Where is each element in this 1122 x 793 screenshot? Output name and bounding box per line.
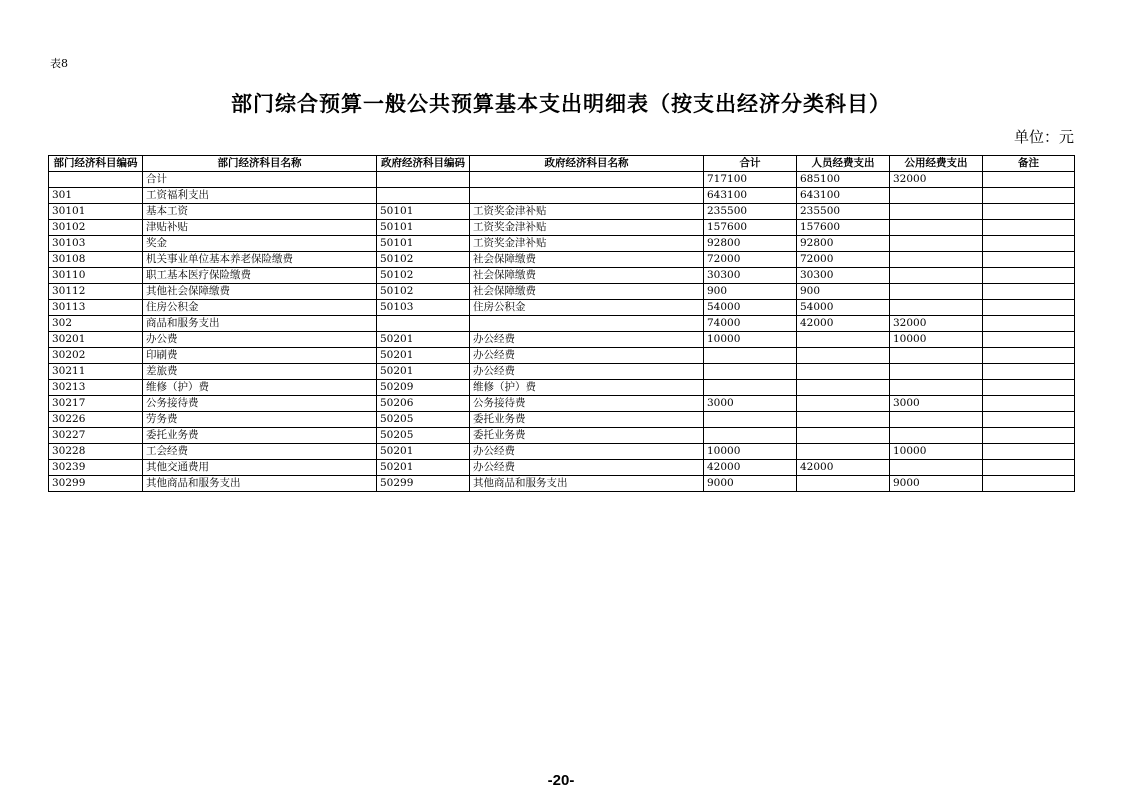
total-cell: 10000: [704, 332, 797, 348]
total-cell: 717100: [704, 172, 797, 188]
note-cell: [983, 220, 1075, 236]
gov-name-cell: 住房公积金: [470, 300, 704, 316]
dept-code-cell: 30202: [49, 348, 143, 364]
dept-code-cell: 30228: [49, 444, 143, 460]
dept-name-cell: 办公费: [143, 332, 377, 348]
dept-name-cell: 维修（护）费: [143, 380, 377, 396]
table-row: [49, 380, 1075, 396]
gov-name-cell: [470, 172, 704, 188]
public-cell: [890, 188, 983, 204]
personnel-cell: 92800: [797, 236, 890, 252]
table-number: 表8: [50, 57, 68, 70]
dept-name-cell: 机关事业单位基本养老保险缴费: [143, 252, 377, 268]
expenditure-detail-table: [48, 155, 1075, 492]
public-cell: [890, 460, 983, 476]
dept-code-cell: 30101: [49, 204, 143, 220]
dept-name-cell: 印刷费: [143, 348, 377, 364]
total-cell: 54000: [704, 300, 797, 316]
public-cell: [890, 364, 983, 380]
gov-code-cell: 50102: [377, 252, 470, 268]
personnel-cell: 685100: [797, 172, 890, 188]
note-cell: [983, 364, 1075, 380]
dept-name-cell: 工资福利支出: [143, 188, 377, 204]
public-cell: [890, 380, 983, 396]
public-cell: 32000: [890, 316, 983, 332]
public-cell: [890, 300, 983, 316]
personnel-cell: 235500: [797, 204, 890, 220]
dept-name-cell: 差旅费: [143, 364, 377, 380]
total-cell: [704, 428, 797, 444]
table-row: [49, 220, 1075, 236]
table-row: [49, 316, 1075, 332]
personnel-cell: [797, 396, 890, 412]
gov-name-cell: 办公经费: [470, 348, 704, 364]
note-cell: [983, 380, 1075, 396]
table-row: [49, 252, 1075, 268]
total-cell: 157600: [704, 220, 797, 236]
public-cell: [890, 428, 983, 444]
table-row: [49, 460, 1075, 476]
personnel-cell: 900: [797, 284, 890, 300]
table-row: [49, 428, 1075, 444]
public-cell: 10000: [890, 332, 983, 348]
table-row: [49, 188, 1075, 204]
dept-name-cell: 工会经费: [143, 444, 377, 460]
note-cell: [983, 460, 1075, 476]
gov-code-cell: 50102: [377, 268, 470, 284]
dept-code-cell: [49, 172, 143, 188]
note-cell: [983, 284, 1075, 300]
gov-code-cell: 50299: [377, 476, 470, 492]
gov-code-cell: 50103: [377, 300, 470, 316]
personnel-cell: 42000: [797, 460, 890, 476]
personnel-cell: [797, 476, 890, 492]
note-cell: [983, 332, 1075, 348]
personnel-cell: 643100: [797, 188, 890, 204]
unit-label: 单位：元: [1013, 128, 1074, 146]
gov-code-cell: 50101: [377, 204, 470, 220]
column-header-dept-name: 部门经济科目名称: [143, 156, 377, 172]
gov-name-cell: 办公经费: [470, 332, 704, 348]
note-cell: [983, 252, 1075, 268]
personnel-cell: 72000: [797, 252, 890, 268]
note-cell: [983, 316, 1075, 332]
dept-code-cell: 30102: [49, 220, 143, 236]
gov-code-cell: 50201: [377, 460, 470, 476]
dept-code-cell: 301: [49, 188, 143, 204]
gov-name-cell: [470, 316, 704, 332]
column-header-dept-code: 部门经济科目编码: [49, 156, 143, 172]
total-cell: 900: [704, 284, 797, 300]
gov-name-cell: 工资奖金津补贴: [470, 204, 704, 220]
table-row: [49, 364, 1075, 380]
dept-name-cell: 委托业务费: [143, 428, 377, 444]
dept-code-cell: 30110: [49, 268, 143, 284]
table-row: [49, 268, 1075, 284]
dept-code-cell: 30226: [49, 412, 143, 428]
note-cell: [983, 172, 1075, 188]
column-header-public: 公用经费支出: [890, 156, 983, 172]
total-cell: 3000: [704, 396, 797, 412]
gov-code-cell: [377, 172, 470, 188]
note-cell: [983, 236, 1075, 252]
note-cell: [983, 396, 1075, 412]
gov-code-cell: 50201: [377, 364, 470, 380]
gov-name-cell: 维修（护）费: [470, 380, 704, 396]
gov-name-cell: 办公经费: [470, 444, 704, 460]
column-header-gov-code: 政府经济科目编码: [377, 156, 470, 172]
gov-code-cell: 50101: [377, 220, 470, 236]
column-header-note: 备注: [983, 156, 1075, 172]
personnel-cell: [797, 348, 890, 364]
dept-name-cell: 其他交通费用: [143, 460, 377, 476]
total-cell: 42000: [704, 460, 797, 476]
dept-code-cell: 30103: [49, 236, 143, 252]
gov-name-cell: 社会保障缴费: [470, 268, 704, 284]
personnel-cell: 42000: [797, 316, 890, 332]
dept-name-cell: 商品和服务支出: [143, 316, 377, 332]
gov-name-cell: 公务接待费: [470, 396, 704, 412]
column-header-personnel: 人员经费支出: [797, 156, 890, 172]
table-row: [49, 284, 1075, 300]
total-cell: [704, 348, 797, 364]
public-cell: 32000: [890, 172, 983, 188]
note-cell: [983, 300, 1075, 316]
note-cell: [983, 428, 1075, 444]
dept-code-cell: 30239: [49, 460, 143, 476]
table-row: [49, 396, 1075, 412]
note-cell: [983, 412, 1075, 428]
column-header-total: 合计: [704, 156, 797, 172]
personnel-cell: [797, 428, 890, 444]
gov-code-cell: [377, 188, 470, 204]
table-row: [49, 236, 1075, 252]
gov-name-cell: 办公经费: [470, 460, 704, 476]
gov-code-cell: 50206: [377, 396, 470, 412]
dept-code-cell: 30213: [49, 380, 143, 396]
public-cell: [890, 412, 983, 428]
dept-name-cell: 职工基本医疗保险缴费: [143, 268, 377, 284]
total-cell: [704, 412, 797, 428]
personnel-cell: [797, 332, 890, 348]
note-cell: [983, 444, 1075, 460]
table-row: [49, 476, 1075, 492]
gov-code-cell: 50201: [377, 348, 470, 364]
dept-code-cell: 30227: [49, 428, 143, 444]
public-cell: [890, 236, 983, 252]
public-cell: 10000: [890, 444, 983, 460]
dept-code-cell: 30108: [49, 252, 143, 268]
table-row: [49, 444, 1075, 460]
note-cell: [983, 476, 1075, 492]
gov-code-cell: 50209: [377, 380, 470, 396]
gov-code-cell: 50102: [377, 284, 470, 300]
gov-name-cell: 委托业务费: [470, 428, 704, 444]
personnel-cell: [797, 444, 890, 460]
public-cell: [890, 284, 983, 300]
dept-code-cell: 30217: [49, 396, 143, 412]
personnel-cell: [797, 380, 890, 396]
gov-code-cell: 50201: [377, 332, 470, 348]
dept-name-cell: 津贴补贴: [143, 220, 377, 236]
table-row: [49, 172, 1075, 188]
public-cell: [890, 220, 983, 236]
gov-code-cell: 50101: [377, 236, 470, 252]
public-cell: [890, 252, 983, 268]
personnel-cell: 54000: [797, 300, 890, 316]
dept-code-cell: 30201: [49, 332, 143, 348]
dept-code-cell: 30112: [49, 284, 143, 300]
personnel-cell: [797, 412, 890, 428]
personnel-cell: 157600: [797, 220, 890, 236]
note-cell: [983, 188, 1075, 204]
gov-code-cell: 50205: [377, 412, 470, 428]
page-number: -20-: [547, 772, 575, 789]
public-cell: [890, 348, 983, 364]
total-cell: [704, 380, 797, 396]
total-cell: 72000: [704, 252, 797, 268]
public-cell: 3000: [890, 396, 983, 412]
total-cell: 235500: [704, 204, 797, 220]
note-cell: [983, 348, 1075, 364]
page-title: 部门综合预算一般公共预算基本支出明细表（按支出经济分类科目）: [231, 91, 891, 116]
table-body: [49, 172, 1075, 492]
gov-name-cell: 社会保障缴费: [470, 252, 704, 268]
dept-code-cell: 30299: [49, 476, 143, 492]
total-cell: 30300: [704, 268, 797, 284]
dept-name-cell: 住房公积金: [143, 300, 377, 316]
gov-name-cell: [470, 188, 704, 204]
total-cell: 643100: [704, 188, 797, 204]
gov-name-cell: 工资奖金津补贴: [470, 220, 704, 236]
dept-name-cell: 奖金: [143, 236, 377, 252]
public-cell: [890, 268, 983, 284]
gov-code-cell: 50205: [377, 428, 470, 444]
gov-code-cell: 50201: [377, 444, 470, 460]
table-header-row: [49, 156, 1075, 172]
dept-code-cell: 302: [49, 316, 143, 332]
table-row: [49, 412, 1075, 428]
gov-code-cell: [377, 316, 470, 332]
dept-code-cell: 30113: [49, 300, 143, 316]
column-header-gov-name: 政府经济科目名称: [470, 156, 704, 172]
total-cell: 92800: [704, 236, 797, 252]
total-cell: 10000: [704, 444, 797, 460]
dept-code-cell: 30211: [49, 364, 143, 380]
table-row: [49, 204, 1075, 220]
public-cell: [890, 204, 983, 220]
dept-name-cell: 其他商品和服务支出: [143, 476, 377, 492]
total-cell: 74000: [704, 316, 797, 332]
table-row: [49, 348, 1075, 364]
total-cell: [704, 364, 797, 380]
public-cell: 9000: [890, 476, 983, 492]
dept-name-cell: 合计: [143, 172, 377, 188]
gov-name-cell: 其他商品和服务支出: [470, 476, 704, 492]
table-row: [49, 300, 1075, 316]
gov-name-cell: 社会保障缴费: [470, 284, 704, 300]
dept-name-cell: 基本工资: [143, 204, 377, 220]
dept-name-cell: 其他社会保障缴费: [143, 284, 377, 300]
dept-name-cell: 公务接待费: [143, 396, 377, 412]
note-cell: [983, 268, 1075, 284]
gov-name-cell: 工资奖金津补贴: [470, 236, 704, 252]
gov-name-cell: 委托业务费: [470, 412, 704, 428]
total-cell: 9000: [704, 476, 797, 492]
gov-name-cell: 办公经费: [470, 364, 704, 380]
dept-name-cell: 劳务费: [143, 412, 377, 428]
personnel-cell: 30300: [797, 268, 890, 284]
personnel-cell: [797, 364, 890, 380]
table-row: [49, 332, 1075, 348]
note-cell: [983, 204, 1075, 220]
